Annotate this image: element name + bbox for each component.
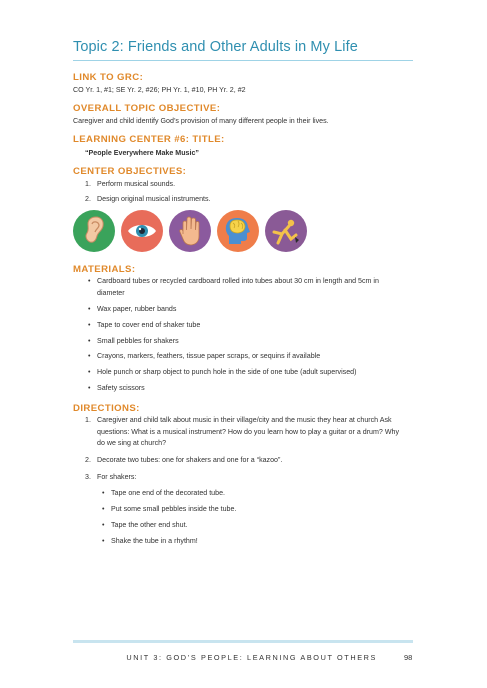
objective-item-number: 2. [85, 195, 91, 203]
directions-item [85, 455, 283, 467]
objective-text: Caregiver and child identify God’s provision of many different people in their lives. [73, 117, 329, 125]
ear-icon [73, 210, 115, 252]
directions-item-number: 2. [85, 456, 91, 464]
materials-item [88, 276, 379, 299]
objective-heading: OVERALL TOPIC OBJECTIVE: [73, 103, 221, 114]
bullet-icon: • [88, 337, 91, 345]
materials-item [88, 336, 179, 348]
shaker-step [102, 536, 198, 548]
eye-icon [121, 210, 163, 252]
bullet-icon: • [88, 321, 91, 329]
directions-item-text-cont: questions: What is a musical instrument? How do you learn how to play a guitar or a drum? Why [97, 427, 400, 436]
hand-icon [169, 210, 211, 252]
directions-item-text: For shakers: [97, 473, 137, 481]
learning-center-heading: LEARNING CENTER #6: TITLE: [73, 134, 225, 145]
bullet-icon: • [102, 521, 105, 529]
directions-item-text-cont: do we sing at church? [97, 439, 167, 447]
body-movement-icon [265, 210, 307, 252]
shaker-step [102, 520, 188, 532]
directions-item-number: 1. [85, 416, 91, 424]
bullet-icon: • [88, 352, 91, 360]
materials-item-text: Cardboard tubes or recycled cardboard rolled into tubes about 30 cm in length and 5cm in [97, 277, 379, 285]
shaker-step [102, 488, 225, 500]
materials-item [88, 320, 201, 332]
link-grc-heading: LINK TO GRC: [73, 72, 144, 83]
brain-icon [217, 210, 259, 252]
directions-item-text: Decorate two tubes: one for shakers and one for a “kazoo”. [97, 456, 283, 464]
bullet-icon: • [102, 505, 105, 513]
materials-heading: MATERIALS: [73, 264, 136, 275]
materials-item-text: Hole punch or sharp object to punch hole in the side of one tube (adult supervised) [97, 368, 357, 376]
footer-divider [73, 640, 413, 643]
center-objectives-heading: CENTER OBJECTIVES: [73, 166, 187, 177]
directions-item-text: Caregiver and child talk about music in their village/city and the music they hear at church Ask [97, 416, 392, 424]
materials-item [88, 367, 357, 379]
directions-item [85, 472, 137, 484]
page-title: Topic 2: Friends and Other Adults in My Life [73, 39, 358, 55]
bullet-icon: • [88, 384, 91, 392]
shaker-step-text: Tape the other end shut. [111, 521, 188, 529]
materials-item-text: Safety scissors [97, 384, 145, 392]
directions-item [85, 415, 400, 450]
title-divider [73, 60, 413, 61]
shaker-step-text: Shake the tube in a rhythm! [111, 537, 198, 545]
bullet-icon: • [88, 277, 91, 285]
materials-item [88, 304, 177, 316]
materials-item-text: Tape to cover end of shaker tube [97, 321, 201, 329]
learning-center-title: “People Everywhere Make Music” [85, 149, 199, 157]
link-grc-text: CO Yr. 1, #1; SE Yr. 2, #26; PH Yr. 1, #10, PH Yr. 2, #2 [73, 86, 246, 94]
bullet-icon: • [102, 537, 105, 545]
materials-item [88, 351, 321, 363]
materials-item-text: Crayons, markers, feathers, tissue paper scraps, or sequins if available [97, 352, 321, 360]
objective-item [85, 194, 211, 206]
objective-item-number: 1. [85, 180, 91, 188]
bullet-icon: • [88, 305, 91, 313]
bullet-icon: • [88, 368, 91, 376]
objective-item-text: Design original musical instruments. [97, 195, 211, 203]
materials-item-text: Wax paper, rubber bands [97, 305, 177, 313]
bullet-icon: • [102, 489, 105, 497]
directions-heading: DIRECTIONS: [73, 403, 140, 414]
objective-item [85, 179, 176, 191]
materials-item-text-cont: diameter [97, 288, 125, 297]
footer-unit-title: UNIT 3: GOD’S PEOPLE: LEARNING ABOUT OTHERS [126, 653, 377, 662]
shaker-step [102, 504, 237, 516]
senses-icons-row [73, 210, 313, 252]
objective-item-text: Perform musical sounds. [97, 180, 176, 188]
page-number: 98 [404, 653, 413, 662]
materials-item-text: Small pebbles for shakers [97, 337, 179, 345]
directions-item-number: 3. [85, 473, 91, 481]
shaker-step-text: Tape one end of the decorated tube. [111, 489, 225, 497]
materials-item [88, 383, 145, 395]
shaker-step-text: Put some small pebbles inside the tube. [111, 505, 237, 513]
